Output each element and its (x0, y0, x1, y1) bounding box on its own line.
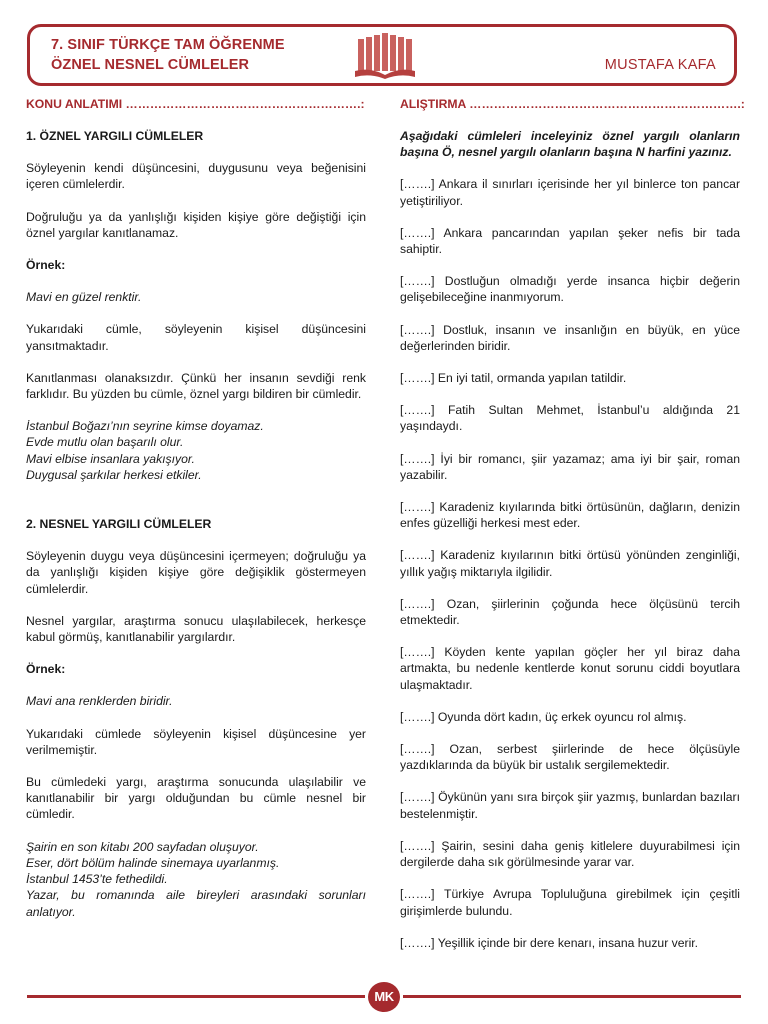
example-list (26, 839, 366, 920)
example-sentence: İstanbul Boğazı’nın seyrine kimse doyamaz. (26, 419, 264, 434)
page-title: 7. SINIF TÜRKÇE TAM ÖĞRENME (51, 37, 285, 53)
heading-subjective: 1. ÖZNEL YARGILI CÜMLELER (26, 129, 204, 143)
example-label: Örnek: (26, 258, 66, 273)
exercise-item: […….] Öykünün yanı sıra birçok şiir yazmış, bunlardan bazıları bestelenmiştir. (400, 790, 740, 821)
example-sentence: Eser, dört bölüm halinde sinemaya uyarlanmış. (26, 855, 280, 870)
exercise-item: […….] Dostluk, insanın ve insanlığın en büyük, en yüce değerlerinden biridir. (400, 322, 740, 353)
author-name: MUSTAFA KAFA (604, 57, 716, 73)
exercise-item: […….] Karadeniz kıyılarında bitki örtüsünün, dağların, denizin enfes güzelliği herkesi mest eder. (400, 500, 740, 531)
example-sentence: Evde mutlu olan başarılı olur. (26, 435, 184, 450)
paragraph: Nesnel yargılar, araştırma sonucu ulaşılabilecek, herkesçe kabul görmüş, kanıtlanabilir yargılardır. (26, 613, 366, 645)
paragraph: Yukarıdaki cümle, söyleyenin kişisel düşüncesini yansıtmaktadır. (26, 322, 366, 353)
exercise-item: […….] Yeşillik içinde bir dere kenarı, insana huzur verir. (400, 935, 699, 950)
example-sentence: Şairin en son kitabı 200 sayfadan oluşuyor. (26, 839, 259, 854)
footer-divider-left (27, 995, 365, 998)
example-sentence: Duygusal şarkılar herkesi etkiler. (26, 467, 202, 482)
exercise-item: […….] Dostluğun olmadığı yerde insanca hiçbir değerin gelişebileceğine inanmıyorum. (400, 274, 740, 305)
paragraph: Kanıtlanması olanaksızdır. Çünkü her insanın sevdiği renk farklıdır. Bu yüzden bu cümle, öznel yargı bildiren bir cümledir. (26, 370, 366, 402)
exercise-item: […….] İyi bir romancı, şiir yazamaz; ama iyi bir şair, roman yazabilir. (400, 451, 740, 482)
exercise-item: […….] Karadeniz kıyılarının bitki örtüsü yönünden zenginliği, yıllık yağış miktarıyla ilgilidir. (400, 548, 740, 579)
example-label: Örnek: (26, 662, 66, 677)
open-book-icon (352, 31, 418, 79)
paragraph: Bu cümledeki yargı, araştırma sonucunda ulaşılabilir ve kanıtlanabilir bir yargı olduğundan bu cümle nesnel bir cümledir. (26, 775, 366, 822)
exercise-item: […….] Ozan, serbest şiirlerinde de hece ölçüsüyle yazdıklarında da büyük bir ustalık sergilemektedir. (400, 742, 740, 773)
lecture-column (26, 96, 366, 920)
paragraph: Söyleyenin duygu veya düşüncesini içermeyen; doğruluğu ya da yanlışlığı kişiden kişiye göre değişiklik göstermeyen cümlelerdir. (26, 549, 366, 596)
exercise-item: […….] Oyunda dört kadın, üç erkek oyuncu rol almış. (400, 709, 687, 724)
section-header-exercise: ALIŞTIRMA ………………………………………………………….: (400, 97, 745, 111)
exercise-item: […….] Şairin, sesini daha geniş kitlelere duyurabilmesi için dergilerde daha sık görülmesinde yarar var. (400, 838, 740, 870)
exercise-item: […….] Fatih Sultan Mehmet, İstanbul’u aldığında 21 yaşındaydı. (400, 403, 740, 434)
exercise-item: […….] Ozan, şiirlerinin çoğunda hece ölçüsünü tercih etmektedir. (400, 596, 740, 628)
exercise-instruction: Aşağıdaki cümleleri inceleyiniz öznel yargılı olanların başına Ö, nesnel yargılı olanların başına N harfini yazınız. (400, 129, 740, 160)
mk-logo-badge: MK (368, 982, 400, 1012)
page-subtitle: ÖZNEL NESNEL CÜMLELER (51, 57, 250, 73)
exercise-column (400, 96, 745, 951)
example-sentence: İstanbul 1453’te fethedildi. (26, 872, 168, 887)
header-box (27, 24, 737, 86)
paragraph: Doğruluğu ya da yanlışlığı kişiden kişiye göre değiştiği için öznel yargılar kanıtlanamaz. (26, 209, 366, 240)
example-sentence: Yazar, bu romanında aile bireyleri arasındaki sorunları anlatıyor. (26, 888, 366, 919)
exercise-item: […….] Ankara il sınırları içerisinde her yıl binlerce ton pancar yetiştiriliyor. (400, 177, 740, 208)
section-header-lecture: KONU ANLATIMI ………………………………………………….: (26, 97, 365, 111)
footer-divider-right (403, 995, 741, 998)
heading-objective: 2. NESNEL YARGILI CÜMLELER (26, 517, 212, 532)
example-list (26, 418, 366, 483)
example-sentence: Mavi ana renklerden biridir. (26, 694, 173, 709)
exercise-item: […….] En iyi tatil, ormanda yapılan tatildir. (400, 371, 627, 386)
example-sentence: Mavi elbise insanlara yakışıyor. (26, 451, 195, 466)
paragraph: Söyleyenin kendi düşüncesini, duygusunu veya beğenisini içeren cümlelerdir. (26, 161, 366, 192)
exercise-item: […….] Türkiye Avrupa Topluluğuna girebilmek için çeşitli girişimlerde bulundu. (400, 887, 740, 918)
example-sentence: Mavi en güzel renktir. (26, 290, 142, 305)
exercise-item: […….] Ankara pancarından yapılan şeker nefis bir tada sahiptir. (400, 225, 740, 257)
exercise-item: […….] Köyden kente yapılan göçler her yıl biraz daha artmakta, bu nedenle kentlerde konut sorunu ciddi boyutlara ulaşmaktadır. (400, 645, 740, 692)
paragraph: Yukarıdaki cümlede söyleyenin kişisel düşüncesine yer verilmemiştir. (26, 726, 366, 757)
